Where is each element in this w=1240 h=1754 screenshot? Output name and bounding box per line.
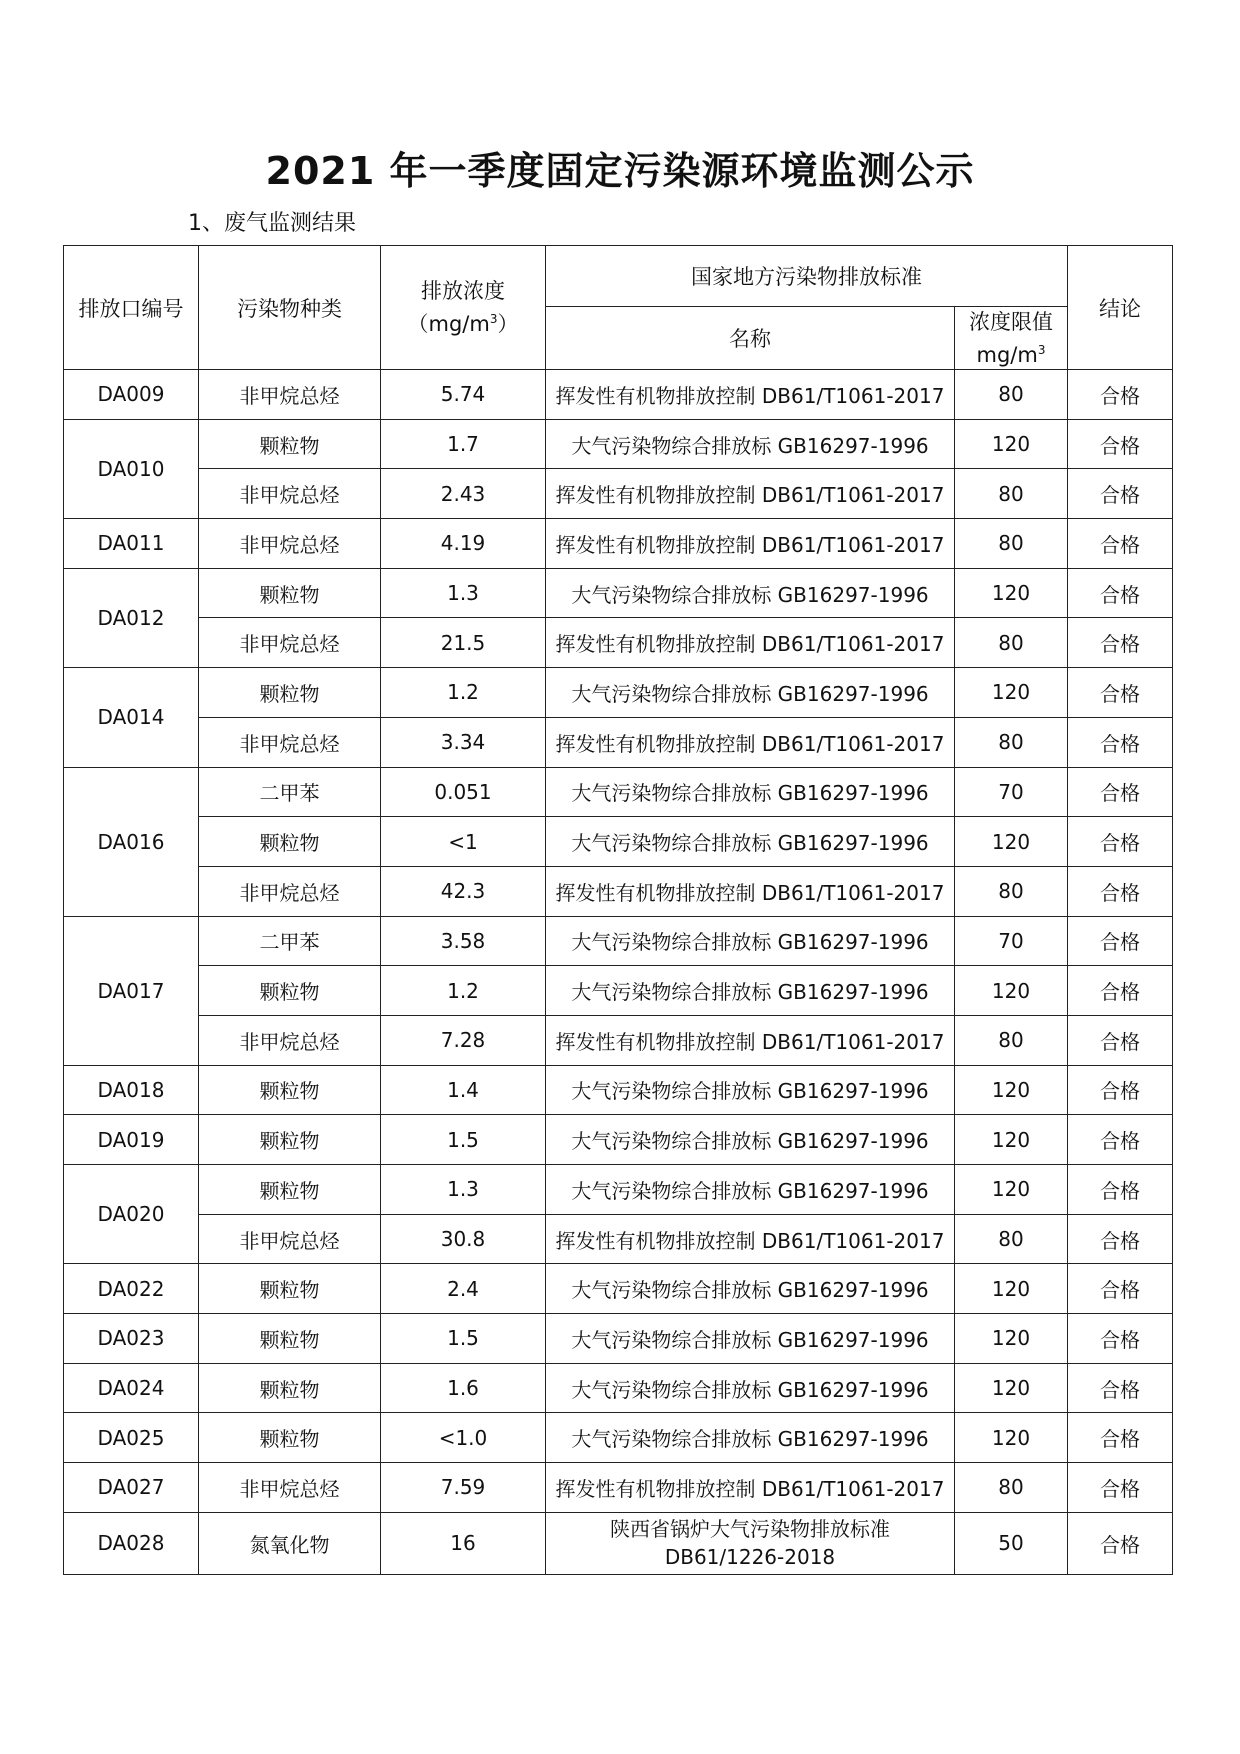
cell-pollutant: 非甲烷总烃 <box>199 370 381 420</box>
cell-standard: 大气污染物综合排放标 GB16297-1996 <box>546 1314 955 1364</box>
cell-limit: 70 <box>955 767 1068 817</box>
header-concentration <box>381 246 546 370</box>
cell-limit: 80 <box>955 618 1068 668</box>
cell-outlet: DA018 <box>64 1065 199 1115</box>
cell-concentration: 7.59 <box>381 1463 546 1513</box>
cell-concentration: 1.6 <box>381 1363 546 1413</box>
cell-standard: 挥发性有机物排放控制 DB61/T1061-2017 <box>546 866 955 916</box>
cell-concentration: 1.4 <box>381 1065 546 1115</box>
cell-concentration: 1.2 <box>381 668 546 718</box>
cell-conclusion: 合格 <box>1068 1115 1173 1165</box>
cell-outlet: DA009 <box>64 370 199 420</box>
header-standard-name: 名称 <box>546 307 955 370</box>
cell-pollutant: 颗粒物 <box>199 1413 381 1463</box>
cell-conclusion: 合格 <box>1068 519 1173 569</box>
table-row <box>64 1115 1173 1165</box>
table-row <box>64 1512 1173 1574</box>
cell-conclusion: 合格 <box>1068 1512 1173 1574</box>
cell-limit: 120 <box>955 1115 1068 1165</box>
cell-pollutant: 非甲烷总烃 <box>199 717 381 767</box>
table-body <box>64 370 1173 1575</box>
cell-concentration: 2.4 <box>381 1264 546 1314</box>
cell-standard-line2: DB61/1226-2018 <box>664 1545 836 1570</box>
cell-concentration: 1.5 <box>381 1314 546 1364</box>
cell-conclusion: 合格 <box>1068 1065 1173 1115</box>
table-row <box>64 1314 1173 1364</box>
cell-conclusion: 合格 <box>1068 668 1173 718</box>
header-concentration-unit-sup: 3 <box>489 312 498 326</box>
table-row <box>64 1065 1173 1115</box>
cell-pollutant: 颗粒物 <box>199 1065 381 1115</box>
table-row <box>64 1015 1173 1065</box>
cell-limit: 120 <box>955 1363 1068 1413</box>
cell-concentration: 1.5 <box>381 1115 546 1165</box>
cell-conclusion: 合格 <box>1068 767 1173 817</box>
header-concentration-label: 排放浓度 <box>421 279 505 303</box>
cell-limit: 80 <box>955 370 1068 420</box>
cell-outlet: DA020 <box>64 1165 199 1264</box>
table-row <box>64 817 1173 867</box>
cell-pollutant: 氮氧化物 <box>199 1512 381 1574</box>
cell-pollutant: 二甲苯 <box>199 916 381 966</box>
cell-standard: 大气污染物综合排放标 GB16297-1996 <box>546 1363 955 1413</box>
cell-pollutant: 非甲烷总烃 <box>199 618 381 668</box>
cell-standard: 大气污染物综合排放标 GB16297-1996 <box>546 568 955 618</box>
cell-limit: 80 <box>955 469 1068 519</box>
cell-concentration: 3.34 <box>381 717 546 767</box>
cell-limit: 120 <box>955 1264 1068 1314</box>
cell-outlet: DA019 <box>64 1115 199 1165</box>
cell-outlet: DA023 <box>64 1314 199 1364</box>
cell-standard: 大气污染物综合排放标 GB16297-1996 <box>546 668 955 718</box>
cell-conclusion: 合格 <box>1068 469 1173 519</box>
cell-standard: 大气污染物综合排放标 GB16297-1996 <box>546 1165 955 1215</box>
table-row <box>64 519 1173 569</box>
cell-standard-line1: 陕西省锅炉大气污染物排放标准 <box>610 1517 890 1542</box>
table-row <box>64 1463 1173 1513</box>
cell-pollutant: 颗粒物 <box>199 1363 381 1413</box>
cell-outlet: DA028 <box>64 1512 199 1574</box>
cell-concentration: <1.0 <box>381 1413 546 1463</box>
cell-concentration: 7.28 <box>381 1015 546 1065</box>
cell-conclusion: 合格 <box>1068 419 1173 469</box>
cell-pollutant: 颗粒物 <box>199 966 381 1016</box>
cell-concentration: 1.3 <box>381 1165 546 1215</box>
table-row <box>64 668 1173 718</box>
header-concentration-unit: （mg/m <box>407 312 490 336</box>
cell-pollutant: 非甲烷总烃 <box>199 1214 381 1264</box>
cell-limit: 70 <box>955 916 1068 966</box>
cell-pollutant: 颗粒物 <box>199 1314 381 1364</box>
header-outlet: 排放口编号 <box>64 246 199 370</box>
exhaust-monitoring-table <box>63 245 1173 1575</box>
cell-limit: 80 <box>955 866 1068 916</box>
cell-limit: 80 <box>955 1015 1068 1065</box>
cell-pollutant: 颗粒物 <box>199 419 381 469</box>
cell-pollutant: 颗粒物 <box>199 1264 381 1314</box>
header-limit-unit: mg/m <box>976 342 1038 367</box>
cell-pollutant: 颗粒物 <box>199 668 381 718</box>
cell-standard <box>546 1512 955 1574</box>
cell-concentration: 1.7 <box>381 419 546 469</box>
cell-limit: 50 <box>955 1512 1068 1574</box>
header-limit-label: 浓度限值 <box>969 309 1053 334</box>
header-concentration-unit-close: ） <box>497 312 519 336</box>
cell-conclusion: 合格 <box>1068 1264 1173 1314</box>
table-row <box>64 1165 1173 1215</box>
cell-outlet: DA011 <box>64 519 199 569</box>
cell-outlet: DA016 <box>64 767 199 916</box>
cell-concentration: <1 <box>381 817 546 867</box>
table-row <box>64 419 1173 469</box>
cell-limit: 120 <box>955 966 1068 1016</box>
cell-limit: 120 <box>955 419 1068 469</box>
cell-pollutant: 非甲烷总烃 <box>199 1463 381 1513</box>
cell-limit: 120 <box>955 1413 1068 1463</box>
cell-standard: 大气污染物综合排放标 GB16297-1996 <box>546 1413 955 1463</box>
cell-outlet: DA014 <box>64 668 199 767</box>
cell-standard: 大气污染物综合排放标 GB16297-1996 <box>546 419 955 469</box>
table-row <box>64 866 1173 916</box>
cell-limit: 120 <box>955 1065 1068 1115</box>
cell-standard: 大气污染物综合排放标 GB16297-1996 <box>546 966 955 1016</box>
cell-limit: 80 <box>955 1463 1068 1513</box>
cell-concentration: 21.5 <box>381 618 546 668</box>
cell-limit: 120 <box>955 568 1068 618</box>
cell-conclusion: 合格 <box>1068 817 1173 867</box>
cell-pollutant: 颗粒物 <box>199 1115 381 1165</box>
cell-conclusion: 合格 <box>1068 1165 1173 1215</box>
cell-standard: 大气污染物综合排放标 GB16297-1996 <box>546 1115 955 1165</box>
cell-conclusion: 合格 <box>1068 1463 1173 1513</box>
cell-concentration: 4.19 <box>381 519 546 569</box>
cell-pollutant: 二甲苯 <box>199 767 381 817</box>
header-conclusion: 结论 <box>1068 246 1173 370</box>
cell-standard: 挥发性有机物排放控制 DB61/T1061-2017 <box>546 717 955 767</box>
table-row <box>64 1264 1173 1314</box>
cell-standard: 挥发性有机物排放控制 DB61/T1061-2017 <box>546 519 955 569</box>
table-row <box>64 717 1173 767</box>
cell-limit: 80 <box>955 717 1068 767</box>
table-row <box>64 618 1173 668</box>
cell-conclusion: 合格 <box>1068 1214 1173 1264</box>
cell-standard: 挥发性有机物排放控制 DB61/T1061-2017 <box>546 618 955 668</box>
table-row <box>64 1214 1173 1264</box>
header-limit-unit-sup: 3 <box>1037 342 1046 357</box>
cell-outlet: DA025 <box>64 1413 199 1463</box>
cell-conclusion: 合格 <box>1068 1015 1173 1065</box>
cell-limit: 120 <box>955 817 1068 867</box>
table-row <box>64 966 1173 1016</box>
cell-concentration: 42.3 <box>381 866 546 916</box>
cell-standard: 大气污染物综合排放标 GB16297-1996 <box>546 817 955 867</box>
cell-limit: 120 <box>955 668 1068 718</box>
cell-pollutant: 非甲烷总烃 <box>199 519 381 569</box>
cell-concentration: 2.43 <box>381 469 546 519</box>
header-pollutant: 污染物种类 <box>199 246 381 370</box>
cell-standard: 大气污染物综合排放标 GB16297-1996 <box>546 767 955 817</box>
cell-concentration: 1.2 <box>381 966 546 1016</box>
cell-concentration: 1.3 <box>381 568 546 618</box>
cell-limit: 80 <box>955 519 1068 569</box>
header-standard-group: 国家地方污染物排放标准 <box>546 246 1068 307</box>
cell-conclusion: 合格 <box>1068 717 1173 767</box>
header-limit <box>955 307 1068 370</box>
cell-conclusion: 合格 <box>1068 618 1173 668</box>
cell-standard: 挥发性有机物排放控制 DB61/T1061-2017 <box>546 1015 955 1065</box>
table-row <box>64 568 1173 618</box>
table-row <box>64 469 1173 519</box>
cell-conclusion: 合格 <box>1068 1314 1173 1364</box>
cell-outlet: DA010 <box>64 419 199 518</box>
cell-standard: 挥发性有机物排放控制 DB61/T1061-2017 <box>546 1463 955 1513</box>
cell-conclusion: 合格 <box>1068 568 1173 618</box>
page-title: 2021 年一季度固定污染源环境监测公示 <box>265 149 975 193</box>
cell-conclusion: 合格 <box>1068 1413 1173 1463</box>
cell-standard: 大气污染物综合排放标 GB16297-1996 <box>546 1065 955 1115</box>
cell-pollutant: 非甲烷总烃 <box>199 866 381 916</box>
cell-pollutant: 颗粒物 <box>199 568 381 618</box>
table-row <box>64 767 1173 817</box>
cell-standard: 挥发性有机物排放控制 DB61/T1061-2017 <box>546 469 955 519</box>
cell-pollutant: 非甲烷总烃 <box>199 1015 381 1065</box>
cell-outlet: DA022 <box>64 1264 199 1314</box>
cell-conclusion: 合格 <box>1068 1363 1173 1413</box>
cell-conclusion: 合格 <box>1068 370 1173 420</box>
cell-conclusion: 合格 <box>1068 866 1173 916</box>
cell-concentration: 30.8 <box>381 1214 546 1264</box>
table-row <box>64 916 1173 966</box>
cell-limit: 80 <box>955 1214 1068 1264</box>
table-row <box>64 1363 1173 1413</box>
section-heading: 1、废气监测结果 <box>188 211 356 236</box>
cell-concentration: 5.74 <box>381 370 546 420</box>
cell-conclusion: 合格 <box>1068 916 1173 966</box>
cell-pollutant: 颗粒物 <box>199 817 381 867</box>
cell-standard: 挥发性有机物排放控制 DB61/T1061-2017 <box>546 370 955 420</box>
cell-concentration: 0.051 <box>381 767 546 817</box>
cell-pollutant: 颗粒物 <box>199 1165 381 1215</box>
cell-standard: 大气污染物综合排放标 GB16297-1996 <box>546 1264 955 1314</box>
cell-outlet: DA012 <box>64 568 199 667</box>
cell-conclusion: 合格 <box>1068 966 1173 1016</box>
cell-limit: 120 <box>955 1165 1068 1215</box>
cell-outlet: DA027 <box>64 1463 199 1513</box>
cell-standard: 大气污染物综合排放标 GB16297-1996 <box>546 916 955 966</box>
cell-standard: 挥发性有机物排放控制 DB61/T1061-2017 <box>546 1214 955 1264</box>
table-row <box>64 370 1173 420</box>
cell-limit: 120 <box>955 1314 1068 1364</box>
cell-outlet: DA024 <box>64 1363 199 1413</box>
cell-concentration: 3.58 <box>381 916 546 966</box>
table-row <box>64 1413 1173 1463</box>
cell-concentration: 16 <box>381 1512 546 1574</box>
cell-pollutant: 非甲烷总烃 <box>199 469 381 519</box>
cell-outlet: DA017 <box>64 916 199 1065</box>
